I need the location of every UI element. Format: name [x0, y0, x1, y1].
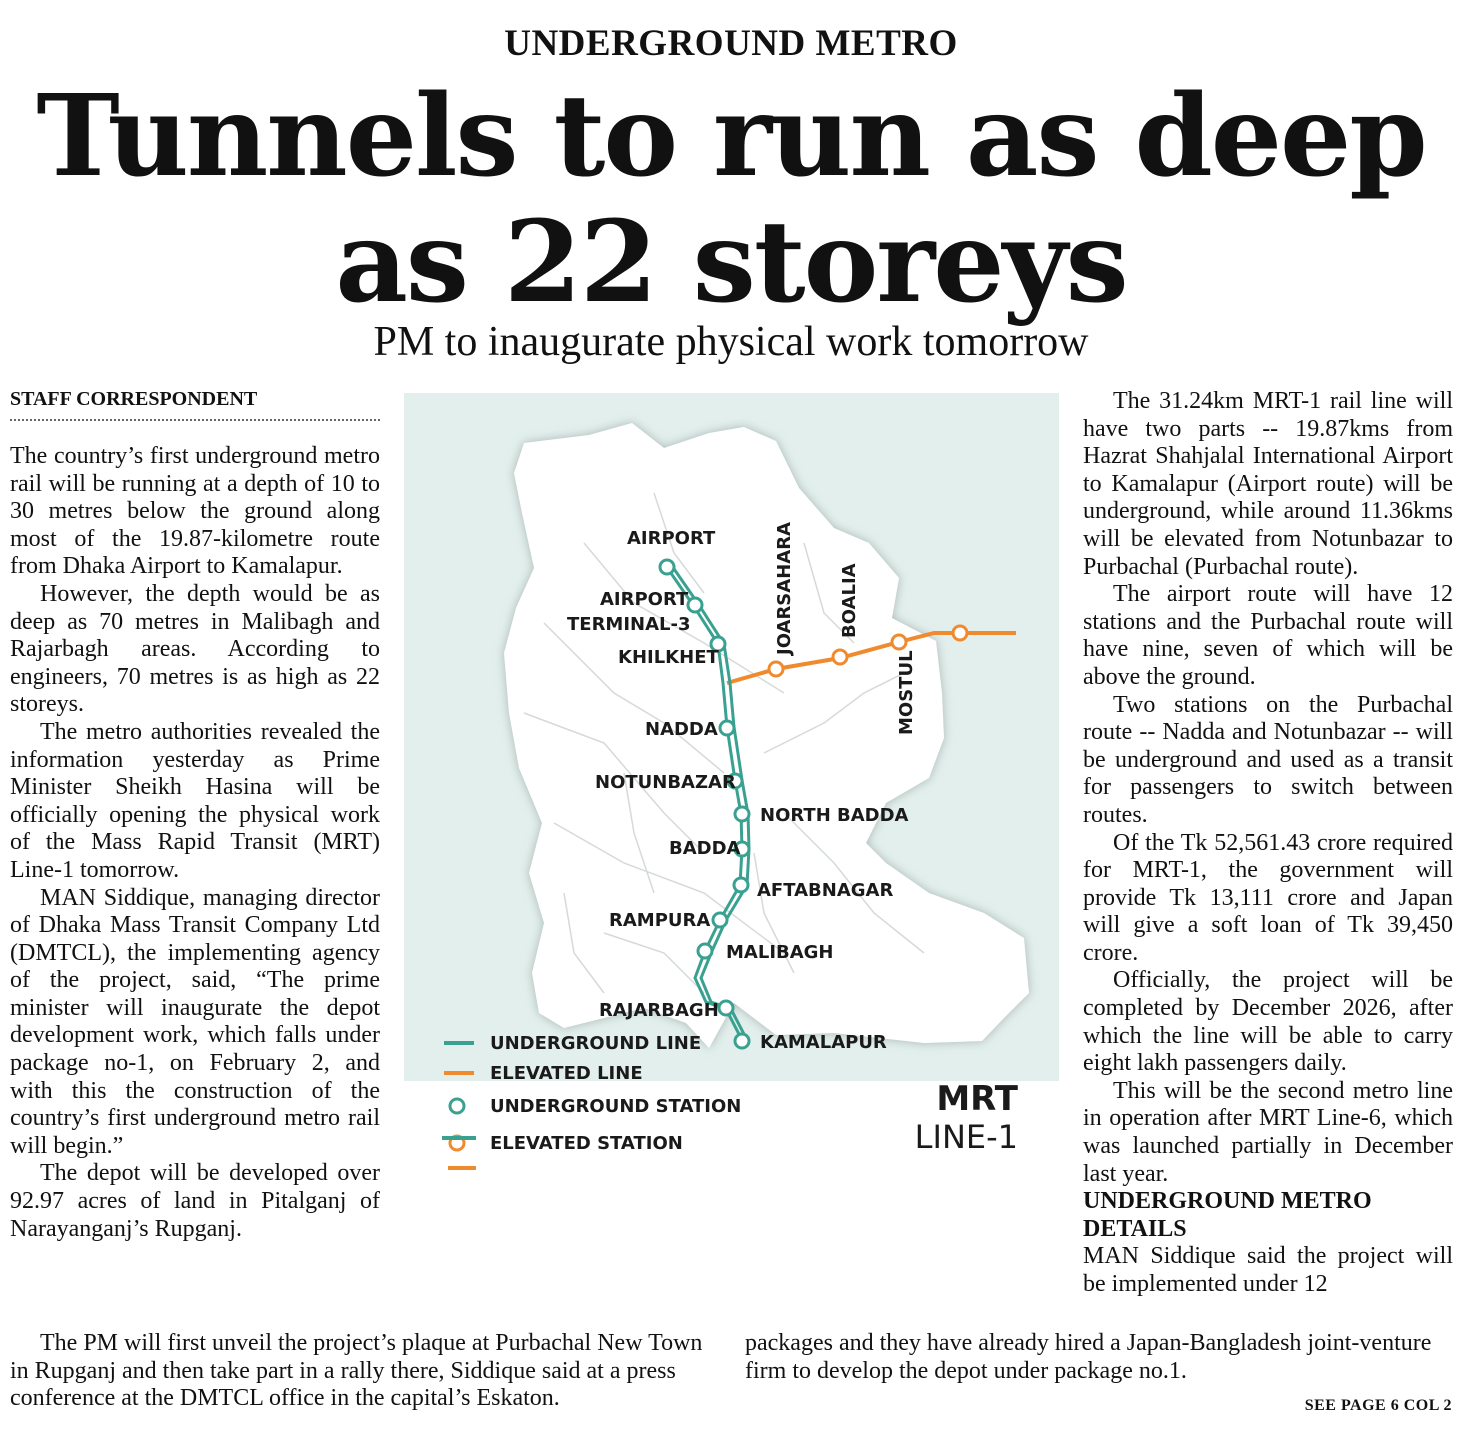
label-khilkhet: KHILKHET — [618, 647, 719, 668]
paragraph: MAN Siddique said the project will be implemented under 12 — [1083, 1243, 1453, 1297]
kicker: UNDERGROUND METRO — [504, 23, 958, 64]
paragraph: However, the depth would be as deep as 70 metres in Malibagh and Rajarbagh areas. According to engineers, 70 metres is as high as 22 storeys. — [10, 580, 380, 718]
legend-underground-line-label: UNDERGROUND LINE — [490, 1033, 702, 1054]
headline-line-1: Tunnels to run as deep — [36, 71, 1426, 202]
see-page-jump: SEE PAGE 6 COL 2 — [1304, 1397, 1452, 1414]
label-north-badda: NORTH BADDA — [760, 805, 909, 826]
label-badda: BADDA — [669, 838, 741, 859]
legend-elevated-line-label: ELEVATED LINE — [490, 1063, 643, 1084]
label-kamalapur: KAMALAPUR — [760, 1032, 887, 1053]
section-subhead: UNDERGROUND METRO DETAILS — [1083, 1188, 1372, 1242]
paragraph: Of the Tk 52,561.43 crore required for MRT-1, the government will provide Tk 13,111 crore and Japan will give a soft loan of Tk 39,450 crore. — [1083, 829, 1453, 966]
legend-underground-station-swatch — [450, 1099, 464, 1113]
paragraph: The PM will first unveil the project’s plaque at Purbachal New Town in Rupganj and then take part in a rally there, Siddique said at a press conference at the DMTCL office in the capital’s Eskaton. — [10, 1330, 703, 1412]
label-joarsahara: JOARSAHARA — [774, 522, 795, 655]
map-title-line2: LINE-1 — [914, 1118, 1018, 1156]
headline — [0, 71, 1462, 328]
byline: STAFF CORRESPONDENT — [10, 388, 380, 421]
label-notunbazar: NOTUNBAZAR — [595, 772, 736, 793]
headline-line-2: as 22 storeys — [335, 197, 1127, 328]
subheadline: PM to inaugurate physical work tomorrow — [373, 319, 1089, 365]
paragraph: MAN Siddique, managing director of Dhaka Mass Transit Company Ltd (DMTCL), the implementing agency of the project, said, “The prime minister will inaugurate the depot development work, which falls under package no-1, on February 2, and with this the construction of the country’s first underground metro rail will begin.” — [10, 884, 380, 1159]
paragraph: The country’s first underground metro rail will be running at a depth of 10 to 30 metres below the ground along most of the 19.87-kilometre route from Dhaka Airport to Kamalapur. — [10, 443, 380, 580]
label-aftabnagar: AFTABNAGAR — [757, 880, 894, 901]
label-mostul: MOSTUL — [896, 650, 917, 735]
bottom-right-text — [745, 1330, 1453, 1385]
label-rampura: RAMPURA — [609, 910, 711, 931]
label-boalia: BOALIA — [839, 563, 860, 638]
left-column — [10, 443, 380, 1243]
label-nadda: NADDA — [645, 719, 718, 740]
label-rajarbagh: RAJARBAGH — [599, 1000, 719, 1021]
paragraph: The metro authorities revealed the information yesterday as Prime Minister Sheikh Hasina will be officially opening the physical work of the Mass Rapid Transit (MRT) Line-1 tomorrow. — [10, 718, 380, 883]
label-airport-terminal-3-line1: AIRPORT — [600, 589, 689, 610]
map-legend-clean — [404, 393, 1059, 1081]
map-title-line1: MRT — [936, 1079, 1018, 1119]
bottom-left-text — [10, 1330, 720, 1413]
paragraph: This will be the second metro line in operation after MRT Line-6, which was launched partially in December last year. — [1083, 1077, 1453, 1187]
paragraph: packages and they have already hired a Japan-Bangladesh joint-venture firm to develop the depot under package no.1. — [745, 1330, 1432, 1384]
label-airport-terminal-3-line2: TERMINAL-3 — [567, 614, 691, 635]
label-malibagh: MALIBAGH — [726, 942, 834, 963]
right-column — [1083, 388, 1453, 1299]
paragraph: Officially, the project will be completed by December 2026, after which the line will be able to carry eight lakh passengers daily. — [1083, 967, 1453, 1077]
legend-underground-station — [450, 1096, 741, 1117]
paragraph: The depot will be developed over 92.97 acres of land in Pitalganj of Narayanganj’s Rupganj. — [10, 1160, 380, 1242]
legend-underground-station-label: UNDERGROUND STATION — [490, 1096, 742, 1117]
legend-elevated-station — [450, 1133, 683, 1154]
paragraph: Two stations on the Purbachal route -- Nadda and Notunbazar -- will be underground and used as a transit for passengers to switch between routes. — [1083, 691, 1453, 828]
paragraph: The airport route will have 12 stations and the Purbachal route will have nine, seven of which will be above the ground. — [1083, 581, 1453, 690]
label-airport: AIRPORT — [627, 528, 716, 549]
paragraph: The 31.24km MRT-1 rail line will have two parts -- 19.87kms from Hazrat Shahjalal International Airport to Kamalapur (Airport route) will be underground, while around 11.36kms will be elevated from Notunbazar to Purbachal (Purbachal route). — [1083, 388, 1453, 580]
legend-elevated-station-label: ELEVATED STATION — [490, 1133, 683, 1154]
